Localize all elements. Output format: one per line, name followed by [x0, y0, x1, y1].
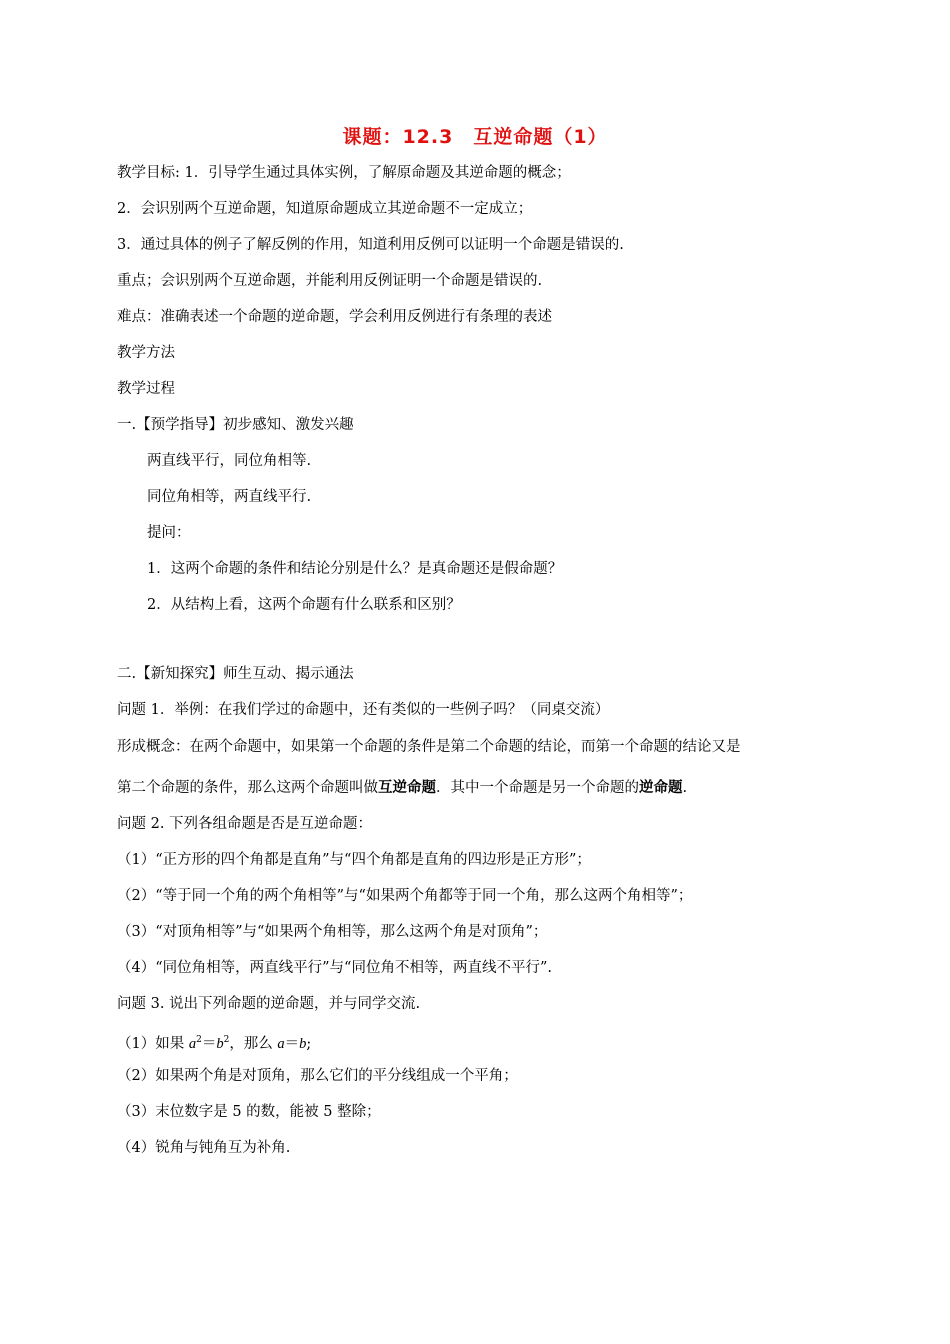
var-a: a [188, 1035, 197, 1052]
teaching-process: 教学过程 [117, 381, 175, 397]
objective-line-2: 2．会识别两个互逆命题，知道原命题成立其逆命题不一定成立； [117, 201, 533, 217]
ask-label: 提问： [147, 525, 191, 541]
p3-comma: ，那么 [229, 1035, 278, 1052]
problem2-item-4: （4）“同位角相等，两直线平行”与“同位角不相等，两直线不平行”. [117, 960, 552, 976]
term-converse-proposition: 逆命题 [639, 780, 683, 796]
var-b: b [216, 1035, 224, 1052]
problem3-item-4: （4）锐角与钝角互为补角. [117, 1140, 291, 1156]
concept-text-c: . [682, 780, 688, 796]
problem2-item-3: （3）“对顶角相等”与“如果两个角相等，那么这两个角是对顶角”； [117, 924, 548, 940]
exp-a: 2 [196, 1035, 202, 1045]
objective-line-3: 3．通过具体的例子了解反例的作用，知道利用反例可以证明一个命题是错误的. [117, 237, 624, 253]
statement-1: 两直线平行，同位角相等. [147, 453, 312, 469]
concept-text-a: 第二个命题的条件，那么这两个命题叫做 [117, 780, 378, 796]
question-1: 1．这两个命题的条件和结论分别是什么？是真命题还是假命题？ [147, 561, 563, 577]
objective-line-1: 教学目标: 1．引导学生通过具体实例，了解原命题及其逆命题的概念； [117, 165, 571, 181]
section1-heading: 一.【预学指导】初步感知、激发兴趣 [117, 417, 354, 433]
section2-heading: 二.【新知探究】师生互动、揭示通法 [117, 666, 354, 682]
concept-line-2 [117, 778, 687, 798]
eq-sign-2: ＝ [284, 1035, 300, 1052]
difficulty: 难点：准确表述一个命题的逆命题，学会利用反例进行有条理的表述 [117, 309, 552, 325]
concept-text-b: ．其中一个命题是另一个命题的 [436, 780, 639, 796]
statement-2: 同位角相等，两直线平行. [147, 489, 312, 505]
eq-sign: ＝ [201, 1035, 217, 1052]
problem-2: 问题 2. 下列各组命题是否是互逆命题： [117, 816, 373, 832]
concept-line-1: 形成概念：在两个命题中，如果第一个命题的条件是第二个命题的结论，而第一个命题的结论又是 [117, 739, 741, 755]
key-point: 重点；会识别两个互逆命题，并能利用反例证明一个命题是错误的. [117, 273, 543, 289]
teaching-method: 教学方法 [117, 345, 175, 361]
problem3-item-3: （3）末位数字是 5 的数，能被 5 整除； [117, 1104, 381, 1120]
problem3-item-2: （2）如果两个角是对顶角，那么它们的平分线组成一个平角； [117, 1068, 518, 1084]
question-2: 2．从结构上看，这两个命题有什么联系和区别？ [147, 597, 461, 613]
problem2-item-2: （2）“等于同一个角的两个角相等”与“如果两个角都等于同一个角，那么这两个角相等”； [117, 888, 693, 904]
var-a2: a [277, 1035, 285, 1052]
p3-prefix: （1）如果 [117, 1035, 189, 1052]
problem3-item-1 [117, 1030, 311, 1054]
var-b2: b [299, 1035, 307, 1052]
problem2-item-1: （1）“正方形的四个角都是直角”与“四个角都是直角的四边形是正方形”； [117, 852, 591, 868]
problem-1: 问题 1．举例：在我们学过的命题中，还有类似的一些例子吗？（同桌交流） [117, 702, 610, 718]
problem-3: 问题 3. 说出下列命题的逆命题，并与同学交流. [117, 996, 421, 1012]
term-converse-propositions: 互逆命题 [378, 780, 436, 796]
exp-b: 2 [223, 1035, 230, 1045]
page-title: 课题：12.3 互逆命题（1） [342, 126, 608, 148]
p3-end: ; [306, 1035, 312, 1052]
